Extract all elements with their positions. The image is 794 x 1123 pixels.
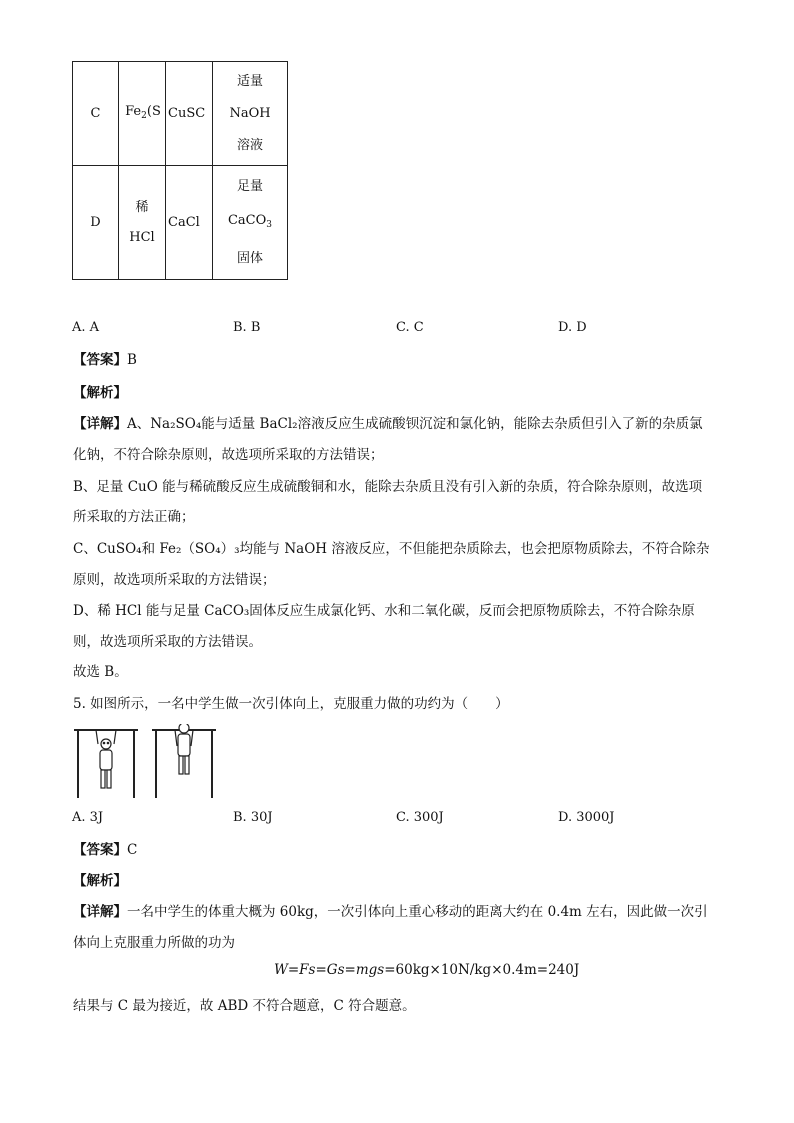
- option-a: A. A: [72, 320, 100, 335]
- options-table: [72, 61, 288, 280]
- table-cell: 适量 NaOH 溶液: [213, 62, 288, 166]
- row-label: D: [73, 166, 119, 280]
- table-cell: 稀 HCl: [119, 166, 166, 280]
- detail-line: B、足量 CuO 能与稀硫酸反应生成硫酸铜和水，能除去杂质且没有引入新的杂质，符合除杂原则，故选项: [73, 479, 703, 495]
- pull-up-illustration: [72, 724, 222, 800]
- answer-line: 【答案】B: [73, 352, 137, 368]
- option-b: B. 30J: [233, 810, 273, 825]
- option-c: C. 300J: [396, 810, 444, 825]
- detail-line: 所采取的方法正确；: [73, 509, 195, 525]
- detail-line: C、CuSO₄和 Fe₂（SO₄）₃均能与 NaOH 溶液反应，不但能把杂质除去，也会把原物质除去，不符合除杂: [73, 541, 710, 557]
- table-row: [73, 62, 288, 166]
- table-row: [73, 166, 288, 280]
- detail-line: D、稀 HCl 能与足量 CaCO₃固体反应生成氯化钙、水和二氧化碳，反而会把原物质除去，不符合除杂原: [73, 603, 695, 619]
- table-cell: CaCl: [166, 166, 213, 280]
- analysis-label: 【解析】: [73, 385, 127, 401]
- detail-line: 体向上克服重力所做的功为: [73, 935, 235, 951]
- option-b: B. B: [233, 320, 261, 335]
- table-cell: 足量 CaCO$_3$ 固体: [213, 166, 288, 280]
- option-d: D. 3000J: [558, 810, 615, 825]
- row-label: C: [73, 62, 119, 166]
- option-d: D. D: [558, 320, 587, 335]
- detail-line: 化钠，不符合除杂原则，故选项所采取的方法错误；: [73, 447, 384, 463]
- detail-line: 【详解】一名中学生的体重大概为 60kg，一次引体向上重心移动的距离大约在 0.4m 左右，因此做一次引: [73, 904, 708, 920]
- answer-line: 【答案】C: [73, 842, 138, 858]
- table-cell: CuSC: [166, 62, 213, 166]
- conclusion-line: 结果与 C 最为接近，故 ABD 不符合题意，C 符合题意。: [73, 998, 416, 1014]
- analysis-label: 【解析】: [73, 873, 127, 889]
- detail-line: 则，故选项所采取的方法错误。: [73, 634, 262, 650]
- detail-line: 【详解】A、Na₂SO₄能与适量 BaCl₂溶液反应生成硫酸钡沉淀和氯化钠，能除去杂质但引入了新的杂质氯: [73, 416, 703, 432]
- option-a: A. 3J: [72, 810, 104, 825]
- conclusion-line: 故选 B。: [73, 664, 128, 680]
- work-formula: W=Fs=Gs=mgs=60kg×10N/kg×0.4m=240J: [274, 962, 580, 978]
- question-5: 5. 如图所示，一名中学生做一次引体向上，克服重力做的功约为（ ）: [73, 696, 509, 712]
- table-cell: $Fe_2(S$: [119, 62, 166, 166]
- option-c: C. C: [396, 320, 424, 335]
- detail-line: 原则，故选项所采取的方法错误；: [73, 572, 276, 588]
